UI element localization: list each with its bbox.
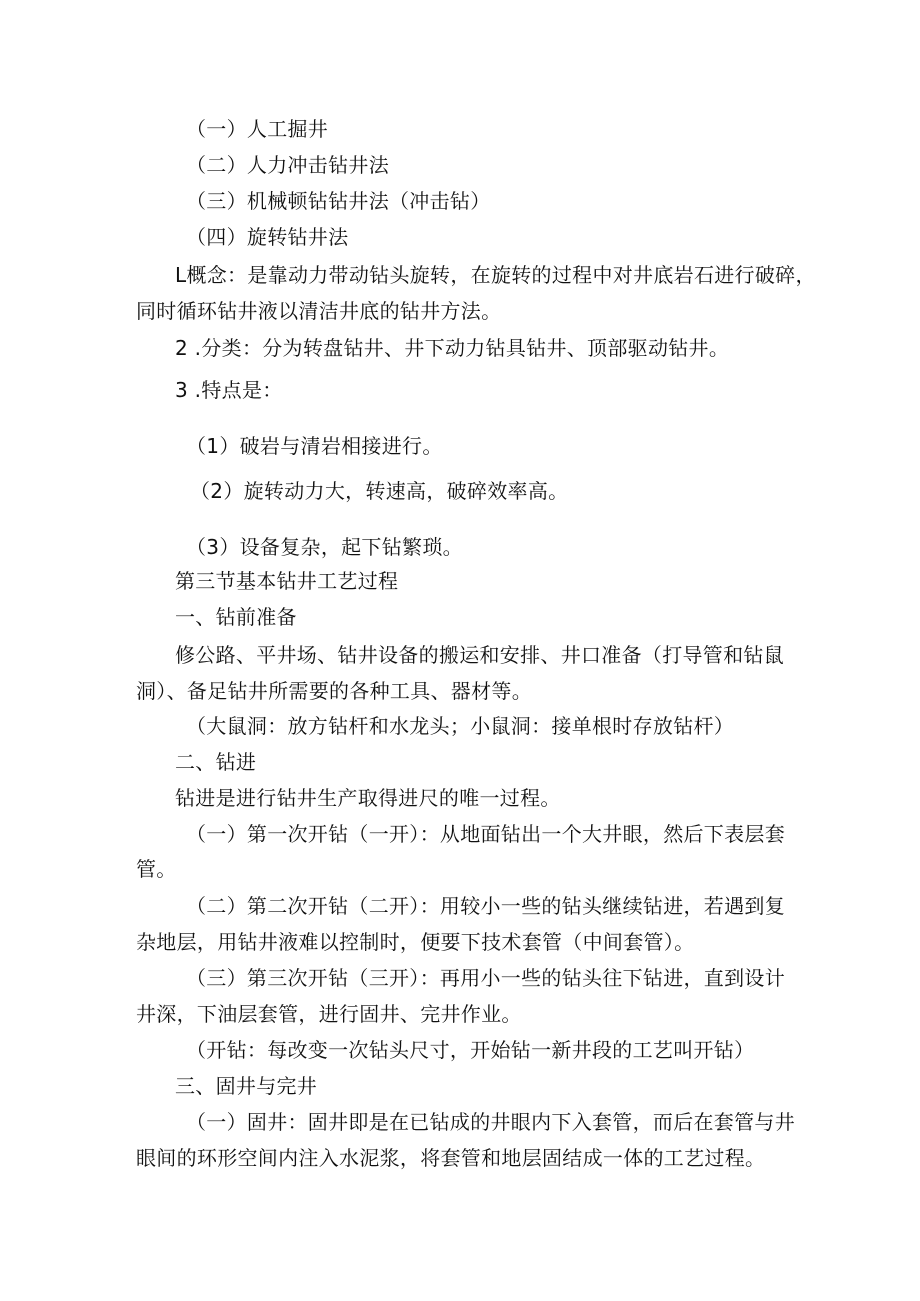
paragraph-spud-note: （开钻：每改变一次钻头尺寸，开始钻一新井段的工艺叫开钻）	[186, 1038, 755, 1062]
paragraph-rathole-note: （大鼠洞：放方钻杆和水龙头；小鼠洞：接单根时存放钻杆）	[186, 714, 735, 738]
paragraph-second-spud: （二）第二次开钻（二开）：用较小一些的钻头继续钻进，若遇到复	[186, 894, 785, 918]
heading-manual-percussion: （二）人力冲击钻井法	[186, 153, 389, 177]
paragraph-second-spud-cont: 杂地层，用钻井液难以控制时，便要下技术套管（中间套管）。	[136, 930, 695, 954]
paragraph-cementing: （一）固井：固井即是在已钻成的井眼内下入套管，而后在套管与井	[186, 1110, 795, 1134]
paragraph-drilling: 钻进是进行钻井生产取得进尺的唯一过程。	[175, 786, 561, 810]
paragraph-first-spud: （一）第一次开钻（一开）：从地面钻出一个大井眼，然后下表层套	[186, 822, 785, 846]
paragraph-third-spud-cont: 井深，下油层套管，进行固井、完井作业。	[136, 1002, 522, 1026]
heading-pre-drilling: 一、钻前准备	[175, 605, 297, 629]
paragraph-features: 3 .特点是：	[175, 378, 283, 402]
paragraph-pre-drilling: 修公路、平井场、钻井设备的搬运和安排、井口准备（打导管和钻鼠	[175, 643, 784, 667]
feature-item-3: （3）设备复杂，起下钻繁琐。	[186, 535, 463, 559]
feature-item-2: （2）旋转动力大，转速高，破碎效率高。	[190, 479, 569, 503]
section-title: 第三节基本钻井工艺过程	[175, 569, 399, 593]
heading-manual-digging: （一）人工掘井	[186, 117, 329, 141]
heading-cable-tool: （三）机械顿钻钻井法（冲击钻）	[186, 189, 491, 213]
heading-cementing-completion: 三、固井与完井	[175, 1074, 318, 1098]
paragraph-pre-drilling-cont: 洞）、备足钻井所需要的各种工具、器材等。	[136, 679, 532, 703]
heading-rotary: （四）旋转钻井法	[186, 225, 349, 249]
paragraph-first-spud-cont: 管。	[136, 857, 177, 881]
paragraph-third-spud: （三）第三次开钻（三开）：再用小一些的钻头往下钻进，直到设计	[186, 966, 785, 990]
paragraph-classification: 2 .分类：分为转盘钻井、井下动力钻具钻井、顶部驱动钻井。	[175, 336, 730, 360]
paragraph-concept: L概念：是靠动力带动钻头旋转，在旋转的过程中对井底岩石进行破碎，	[175, 263, 816, 287]
feature-item-1: （1）破岩与清岩相接进行。	[186, 434, 443, 458]
paragraph-concept-cont: 同时循环钻井液以清洁井底的钻井方法。	[136, 299, 502, 323]
paragraph-cementing-cont: 眼间的环形空间内注入水泥浆，将套管和地层固结成一体的工艺过程。	[136, 1146, 766, 1170]
heading-drilling: 二、钻进	[175, 750, 257, 774]
